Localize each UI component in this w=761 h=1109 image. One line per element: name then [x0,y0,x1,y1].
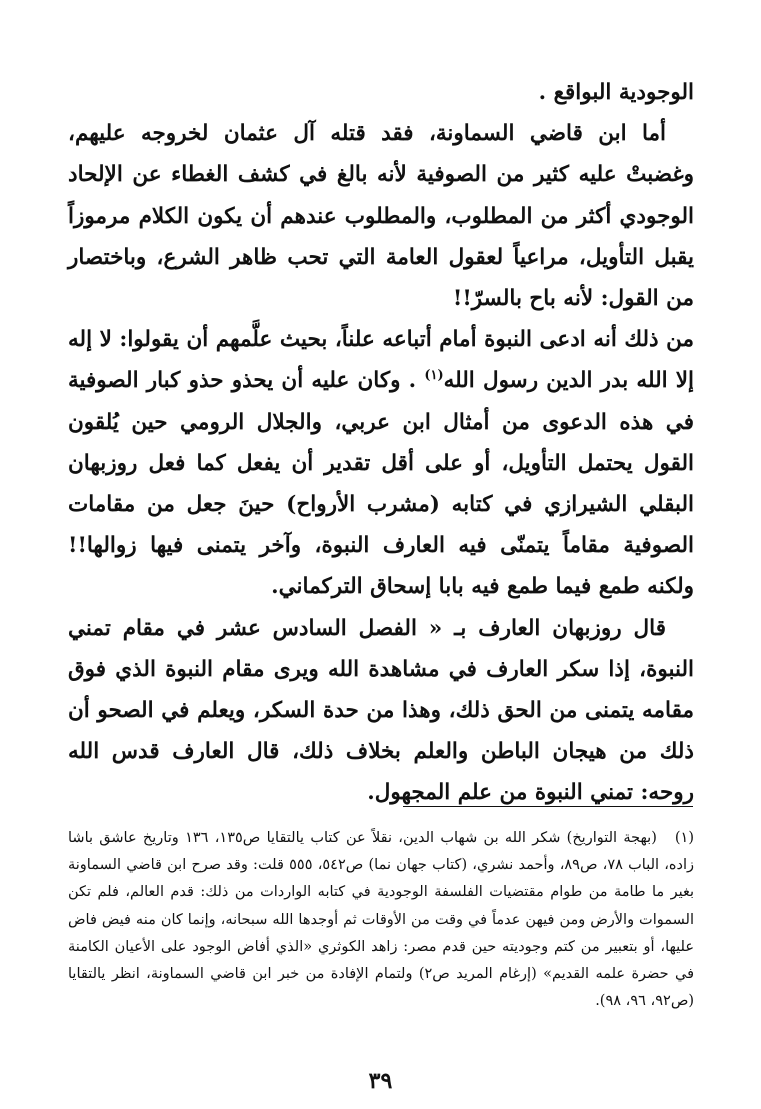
footnote-marker: (١) [674,830,694,846]
paragraph-1: الوجودية البواقع . [538,80,694,105]
footnote-1 [68,825,694,1015]
paragraph-3-part-2: . وكان عليه أن يحذو حذو كبار الصوفية في هذه الدعوى من أمثال ابن عربي، والجلال الرومي حين يُلقون القول يحتمل التأويل، أو على أقل تقدير أن يفعل كما فعل روزبهان البقلي الشيرازي في كتابه (مشرب الأرواح) حينَ جعل من مقامات الصوفية مقاماً يتمنّى فيه العارف النبوة، وآخر يتمنى فيها زوالها!! ولكنه طمع فيما طمع فيه بابا إسحاق التركماني. [68,368,694,600]
footnote-separator [403,806,693,807]
paragraph-3-part-1: من ذلك أنه ادعى النبوة أمام أتباعه علناً، بحيث علَّمهم أن يقولوا: لا إله إلا الله بدر الدين رسول الله [68,327,695,394]
paragraph-3 [68,319,694,607]
paragraph-2: أما ابن قاضي السماونة، فقد قتله آل عثمان لخروجه عليهم، وغضبتْ عليه كثير من الصوفية لأنه بالغ في كشف الغطاء عن الإلحاد الوجودي أكثر من المطلوب، والمطلوب عندهم أن يكون الكلام مرموزاً يقبل التأويل، مراعياً لعقول العامة التي تحب ظاهر الشرع، وباختصار من القول: لأنه باح بالسرّ!! [68,121,694,312]
page-number: ٣٩ [368,1068,393,1094]
footnotes-section [68,825,694,1015]
paragraph-4: قال روزبهان العارف بـ « الفصل السادس عشر في مقام تمني النبوة، إذا سكر العارف في مشاهدة الله ويرى مقام النبوة الذي فوق مقامه يتمنى من الحق ذلك، وهذا من حدة السكر، ويعلم في الصحو أن ذلك من هيجان الباطن والعلم بخلاف ذلك، قال العارف قدس الله روحه: تمني النبوة من علم المجهول. [68,615,694,806]
main-text [68,72,694,814]
footnote-text: (بهجة التواريخ) شكر الله بن شهاب الدين، نقلاً عن كتاب يالتقايا ص١٣٥، ١٣٦ وتاريخ عاشق باشا زاده، الباب ٧٨، ص٨٩، وأحمد نشري، (كتاب جهان نما) ص٥٤٢، ٥٥٥ قلت: وقد صرح ابن قاضي السماونة بغير ما طامة من طوام مقتضيات الفلسفة الوجودية في كتابه الواردات من ذلك: قدم العالم، فلم تكن السموات والأرض ومن فيهن عدماً في وقت من الأوقات ثم أوجدها الله سبحانه، وإنما كان منه فيض فاض عليها، أو بتعبير من كتم وجوديته حين قدم مصر: زاهد الكوثري «الذي أفاض الوجود على الأعيان الكامنة في حضرة علمه القديم» (إرغام المريد ص٢) ولتمام الإفادة من خبر ابن قاضي السماونة، انظر يالتقايا (ص٩٢، ٩٦، ٩٨). [68,830,695,1010]
footnote-reference: (١) [424,368,444,384]
